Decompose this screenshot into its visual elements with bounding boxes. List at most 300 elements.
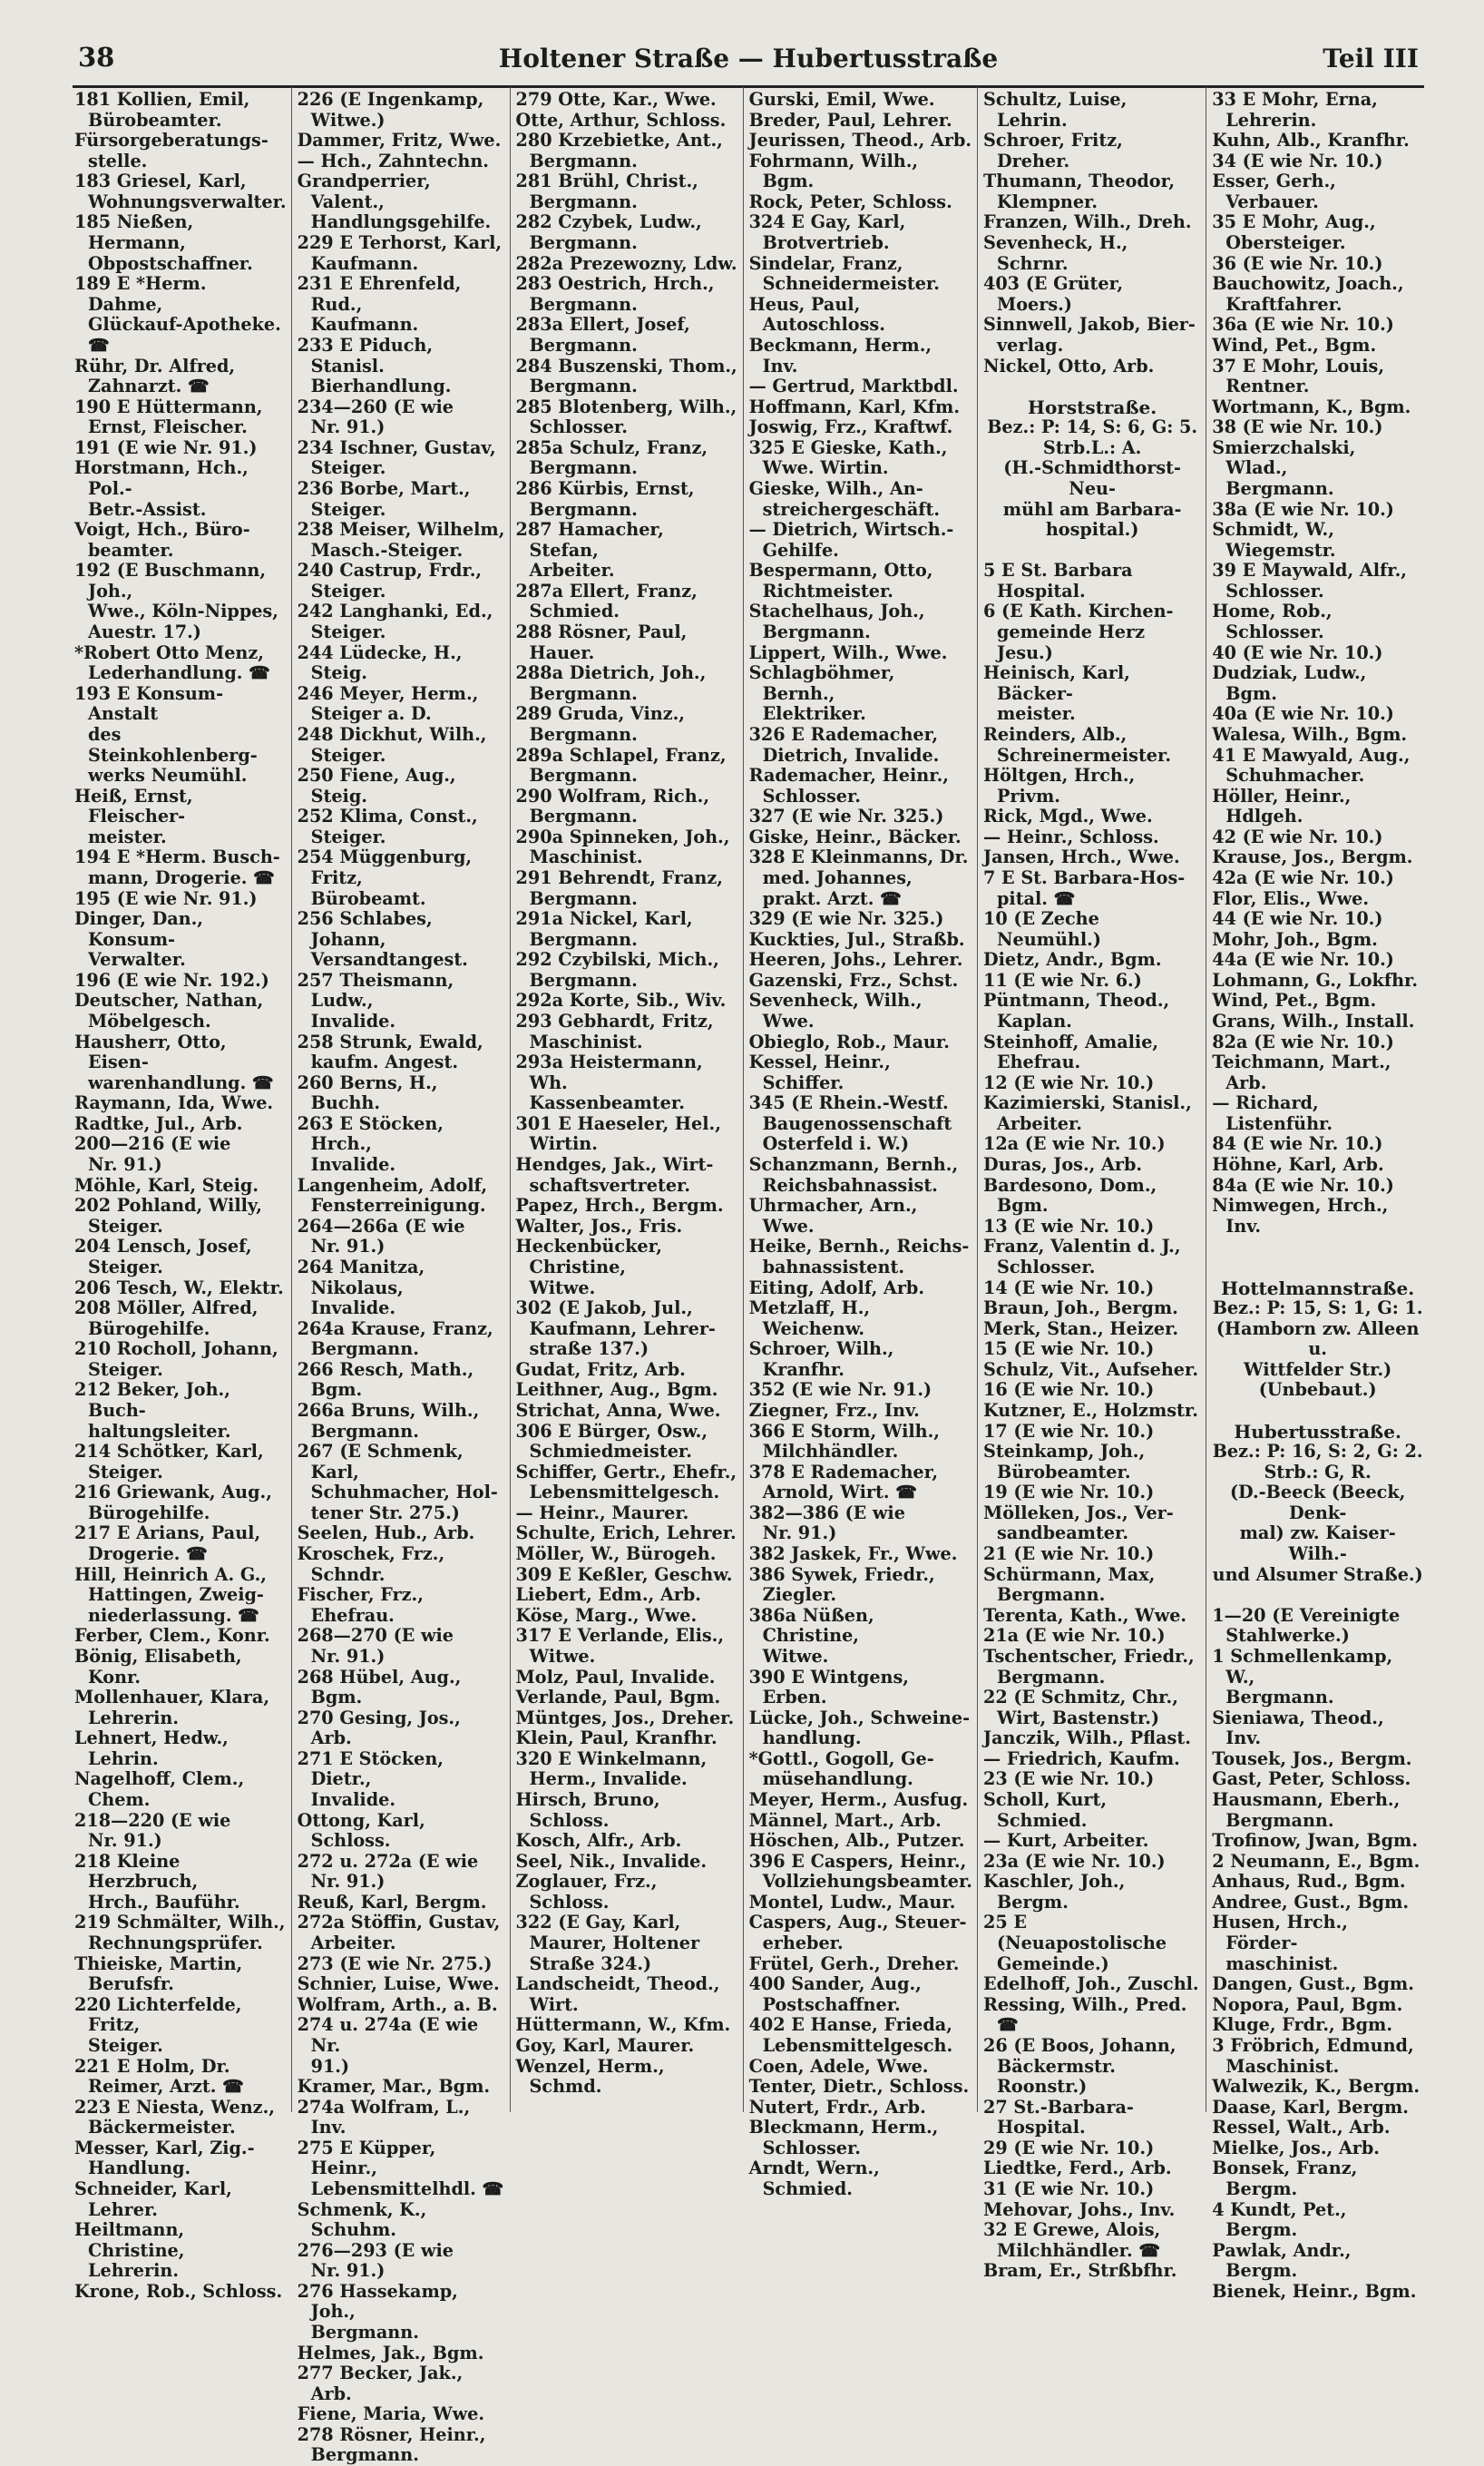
directory-entry: Heiß, Ernst, Fleischer- meister.: [74, 785, 193, 847]
directory-entry: 3 Fröbrich, Edmund, Maschinist.: [1212, 2034, 1414, 2077]
directory-entry: Reinders, Alb., Schreinermeister.: [982, 723, 1172, 766]
directory-entry: Sindelar, Franz, Schneidermeister.: [748, 252, 940, 295]
directory-entry: 275 E Küpper, Heinr., Lebensmittelhdl. ☎: [297, 2137, 504, 2199]
directory-entry: Wolfram, Arth., a. B.: [297, 1993, 498, 2015]
directory-entry: Hirsch, Bruno, Schloss.: [515, 1788, 660, 1831]
directory-entry: 266a Bruns, Wilh., Bergmann.: [297, 1400, 480, 1442]
street-heading: Hubertusstraße.: [1234, 1420, 1401, 1443]
directory-entry: Walwezik, K., Bergm.: [1212, 2076, 1421, 2098]
directory-entry: 329 (E wie Nr. 325.): [748, 908, 944, 930]
running-title: Holtener Straße — Hubertusstraße: [498, 44, 999, 73]
directory-entry: — Heinr., Maurer.: [515, 1502, 689, 1523]
spacer: [983, 541, 1201, 562]
directory-entry: — Richard, Listenführ.: [1212, 1092, 1333, 1134]
directory-entry: Kosch, Alfr., Arb.: [515, 1830, 682, 1852]
directory-entry: 36a (E wie Nr. 10.): [1212, 314, 1394, 336]
directory-entry: 32 E Grewe, Alois, Milchhändler. ☎: [982, 2219, 1161, 2261]
directory-entry: Papez, Hrch., Bergm.: [515, 1195, 724, 1217]
directory-entry: Fohrmann, Wilh., Bgm.: [748, 150, 919, 192]
directory-entry: (Hamborn zw. Alleen u. Wittfelder Str.): [1216, 1317, 1420, 1380]
directory-entry: Teichmann, Mart., Arb.: [1212, 1052, 1391, 1093]
directory-entry: 302 (E Jakob, Jul., Kaufmann, Lehrer- straße 137.): [515, 1297, 716, 1360]
directory-entry: Tenter, Dietr., Schloss.: [748, 2076, 970, 2098]
directory-entry: Kuckties, Jul., Straßb.: [748, 928, 965, 950]
directory-entry: Grandperrier, Valent., Handlungsgehilfe.: [297, 171, 492, 233]
directory-entry: Thumann, Theodor, Klempner.: [982, 171, 1175, 212]
directory-entry: Wortmann, K., Bgm.: [1212, 396, 1411, 417]
directory-entry: Bönig, Elisabeth, Konr.: [74, 1645, 242, 1688]
directory-entry: Sinnwell, Jakob, Bier- verlag.: [982, 314, 1196, 356]
directory-entry: Fürsorgeberatungs- stelle.: [74, 130, 268, 171]
directory-entry: Ressing, Wilh., Pred. ☎: [982, 1993, 1187, 2036]
directory-entry: Gieske, Wilh., An- streichergeschäft.: [748, 477, 941, 520]
directory-entry: Metzlaff, H., Weichenw.: [748, 1297, 871, 1339]
directory-entry: Anhaus, Rud., Bgm.: [1212, 1871, 1406, 1893]
directory-entry: Heckenbücker, Christine, Witwe.: [515, 1236, 662, 1298]
directory-entry: Dangen, Gust., Bgm.: [1212, 1973, 1414, 1995]
directory-entry: 264—266a (E wie Nr. 91.): [297, 1215, 465, 1257]
directory-entry: Langenheim, Adolf, Fensterreinigung.: [297, 1174, 488, 1217]
directory-entry: Sevenheck, Wilh., Wwe.: [748, 990, 923, 1032]
directory-entry: 292a Korte, Sib., Wiv.: [515, 990, 727, 1012]
directory-entry: 42a (E wie Nr. 10.): [1212, 866, 1394, 888]
directory-entry: 285a Schulz, Franz, Bergmann.: [515, 436, 708, 479]
directory-entry: Kutzner, E., Holzmstr.: [982, 1400, 1198, 1421]
directory-entry: Flor, Elis., Wwe.: [1212, 887, 1370, 909]
directory-entry: Liebert, Edm., Arb.: [515, 1584, 701, 1606]
directory-entry: 5 E St. Barbara Hospital.: [982, 560, 1133, 602]
directory-entry: 7 E St. Barbara-Hos- pital. ☎: [982, 866, 1186, 909]
directory-entry: Edelhoff, Joh., Zuschl.: [982, 1973, 1199, 1995]
directory-entry: 276—293 (E wie Nr. 91.): [297, 2239, 454, 2282]
directory-entry: Thieiske, Martin, Berufsfr.: [74, 1952, 243, 1995]
directory-entry: 190 E Hüttermann, Ernst, Fleischer.: [74, 396, 263, 438]
directory-column-1: [73, 87, 291, 2302]
directory-entry: Müntges, Jos., Dreher.: [515, 1707, 735, 1728]
directory-entry: Fischer, Frz., Ehefrau.: [297, 1584, 424, 1626]
directory-entry: 267 (E Schmenk, Karl, Schuhmacher, Hol- tener Str. 275.): [297, 1441, 498, 1523]
directory-entry: 39 E Maywald, Alfr., Schlosser.: [1212, 560, 1407, 602]
page-header: [73, 36, 1424, 88]
directory-entry: Pawlak, Andr., Bergm.: [1212, 2239, 1352, 2282]
directory-entry: 44a (E wie Nr. 10.): [1212, 949, 1394, 971]
directory-entry: 27 St.-Barbara-Hospital.: [982, 2096, 1134, 2138]
directory-entry: Kessel, Heinr., Schiffer.: [748, 1052, 891, 1093]
directory-entry: 38 (E wie Nr. 10.): [1212, 416, 1383, 438]
directory-entry: 234—260 (E wie Nr. 91.): [297, 396, 454, 438]
directory-entry: Rühr, Dr. Alfred, Zahnarzt. ☎: [74, 355, 236, 397]
directory-entry: Bardesono, Dom., Bgm.: [982, 1174, 1157, 1217]
directory-entry: 345 (E Rhein.-Westf. Baugenossenschaft Osterfeld i. W.): [748, 1092, 952, 1155]
directory-entry: 288a Dietrich, Joh., Bergmann.: [515, 662, 707, 704]
directory-entry: Mohr, Joh., Bgm.: [1212, 928, 1378, 950]
directory-entry: (H.-Schmidthorst-Neu- mühl am Barbara- hospital.): [1002, 457, 1182, 541]
directory-entry: 287a Ellert, Franz, Schmied.: [515, 580, 698, 622]
directory-entry: 226 (E Ingenkamp, Witwe.): [297, 89, 484, 131]
directory-entry: 14 (E wie Nr. 10.): [982, 1277, 1155, 1298]
directory-entry: 195 (E wie Nr. 91.): [74, 887, 258, 909]
directory-entry: Männel, Mart., Arb.: [748, 1809, 942, 1831]
directory-entry: 223 E Niesta, Wenz., Bäckermeister.: [74, 2096, 275, 2138]
directory-entry: 23 (E wie Nr. 10.): [982, 1768, 1155, 1790]
directory-entry: Nopora, Paul, Bgm.: [1212, 1993, 1403, 2015]
directory-entry: Kaschler, Joh., Bergm.: [982, 1871, 1126, 1913]
directory-entry: Trofinow, Jwan, Bgm.: [1212, 1830, 1419, 1852]
directory-entry: 274 u. 274a (E wie Nr. 91.): [297, 2014, 479, 2077]
directory-entry: 322 (E Gay, Karl, Maurer, Holtener Straße 324.): [515, 1912, 700, 1974]
directory-entry: 191 (E wie Nr. 91.): [74, 436, 258, 458]
spacer: [1212, 1237, 1423, 1257]
directory-entry: Heike, Bernh., Reichs- bahnassistent.: [748, 1236, 970, 1277]
directory-entry: 289a Schlapel, Franz, Bergmann.: [515, 744, 727, 787]
directory-entry: 12a (E wie Nr. 10.): [982, 1133, 1166, 1155]
directory-entry: Voigt, Hch., Büro- beamter.: [74, 519, 250, 561]
directory-entry: 400 Sander, Aug., Postschaffner.: [748, 1973, 922, 2015]
directory-entry: Bez.: P: 16, S: 2, G: 2. Strb.: G, R.: [1212, 1441, 1423, 1483]
directory-entry: 208 Möller, Alfred, Bürogehilfe.: [74, 1297, 259, 1339]
directory-entry: 221 E Holm, Dr. Reimer, Arzt. ☎: [74, 2055, 245, 2098]
directory-entry: Joswig, Frz., Kraftwf.: [748, 416, 953, 438]
directory-entry: 281 Brühl, Christ., Bergmann.: [515, 171, 698, 212]
spacer: [1212, 1257, 1423, 1278]
directory-entry: 326 E Rademacher, Dietrich, Invalide.: [748, 723, 940, 766]
directory-entry: 288 Rösner, Paul, Hauer.: [515, 621, 688, 663]
directory-entry: 292 Czybilski, Mich., Bergmann.: [515, 949, 719, 991]
directory-entry: Stachelhaus, Joh., Bergmann.: [748, 601, 925, 643]
directory-entry: 366 E Storm, Wilh., Milchhändler.: [748, 1420, 940, 1463]
directory-entry: Schulte, Erich, Lehrer.: [515, 1522, 737, 1544]
directory-entry: 17 (E wie Nr. 10.): [982, 1420, 1155, 1442]
directory-entry: 282 Czybek, Ludw., Bergmann.: [515, 211, 702, 254]
directory-entry: Scholl, Kurt, Schmied.: [982, 1788, 1108, 1831]
directory-entry: Schlagböhmer, Bernh., Elektriker.: [748, 662, 895, 725]
directory-entry: Gast, Peter, Schloss.: [1212, 1768, 1411, 1790]
directory-entry: Ferber, Clem., Konr.: [74, 1625, 270, 1647]
directory-entry: Molz, Paul, Invalide.: [515, 1666, 716, 1688]
directory-entry: 274a Wolfram, L., Inv.: [297, 2096, 471, 2138]
directory-entry: Messer, Karl, Zig.- Handlung.: [74, 2137, 255, 2179]
directory-entry: Nickel, Otto, Arb.: [982, 355, 1155, 377]
directory-entry: Radtke, Jul., Arb.: [74, 1112, 243, 1134]
directory-entry: Schmenk, K., Schuhm.: [297, 2198, 427, 2241]
directory-entry: Steinhoff, Amalie, Ehefrau.: [982, 1031, 1159, 1073]
directory-entry: Hausherr, Otto, Eisen- warenhandlung. ☎: [74, 1031, 274, 1093]
directory-entry: Mehovar, Johs., Inv.: [982, 2198, 1176, 2220]
directory-entry: 270 Gesing, Jos., Arb.: [297, 1707, 461, 1749]
directory-entry: 396 E Caspers, Heinr., Vollziehungsbeamter.: [748, 1850, 972, 1893]
directory-entry: Wenzel, Herm., Schmd.: [515, 2055, 665, 2098]
directory-entry: Ressel, Walt., Arb.: [1212, 2117, 1391, 2138]
directory-entry: 301 E Haeseler, Hel., Wirtin.: [515, 1112, 721, 1155]
directory-entry: 40a (E wie Nr. 10.): [1212, 703, 1394, 725]
directory-entry: Tschentscher, Friedr., Bergmann.: [982, 1645, 1195, 1688]
directory-entry: 273 (E wie Nr. 275.): [297, 1952, 493, 1974]
directory-entry: Hendges, Jak., Wirt- schaftsvertreter.: [515, 1154, 714, 1196]
directory-entry: 291 Behrendt, Franz, Bergmann.: [515, 866, 723, 909]
directory-entry: 402 E Hanse, Frieda, Lebensmittelgesch.: [748, 2014, 953, 2056]
directory-entry: 229 E Terhorst, Karl, Kaufmann.: [297, 232, 503, 274]
directory-entry: 268—270 (E wie Nr. 91.): [297, 1625, 454, 1667]
directory-column-6: [1206, 87, 1428, 2302]
directory-entry: Duras, Jos., Arb.: [982, 1154, 1143, 1176]
directory-entry: Steinkamp, Joh., Bürobeamter.: [982, 1441, 1146, 1483]
directory-entry: 6 (E Kath. Kirchen- gemeinde Herz Jesu.): [982, 601, 1174, 663]
directory-entry: 289 Gruda, Vinz., Bergmann.: [515, 703, 685, 745]
directory-entry: 15 (E wie Nr. 10.): [982, 1338, 1155, 1360]
directory-entry: Rademacher, Heinr., Schlosser.: [748, 765, 949, 807]
directory-entry: 293a Heistermann, Wh. Kassenbeamter.: [515, 1052, 703, 1114]
directory-entry: 390 E Wintgens, Erben.: [748, 1666, 909, 1708]
directory-entry: 278 Rösner, Heinr., Bergmann.: [297, 2423, 486, 2466]
directory-entry: 254 Müggenburg, Fritz, Bürobeamt.: [297, 846, 473, 909]
directory-entry: 382 Jaskek, Fr., Wwe.: [748, 1543, 958, 1565]
spacer: [1212, 1585, 1423, 1606]
directory-entry: Kazimierski, Stanisl., Arbeiter.: [982, 1092, 1192, 1134]
directory-entry: Lehnert, Hedw., Lehrin.: [74, 1727, 229, 1769]
directory-entry: 2 Neumann, E., Bgm.: [1212, 1850, 1421, 1872]
directory-entry: 23a (E wie Nr. 10.): [982, 1850, 1166, 1872]
directory-entry: Schanzmann, Bernh., Reichsbahnassist.: [748, 1154, 959, 1196]
directory-entry: 21 (E wie Nr. 10.): [982, 1543, 1155, 1565]
directory-entry: Sevenheck, H., Schrnr.: [982, 232, 1128, 274]
directory-entry: 256 Schlabes, Johann, Versandtangest.: [297, 908, 468, 971]
directory-entry: Meyer, Herm., Ausfug.: [748, 1788, 969, 1810]
directory-entry: 283a Ellert, Josef, Bergmann.: [515, 314, 690, 356]
directory-entry: Montel, Ludw., Maur.: [748, 1891, 956, 1913]
directory-entry: Obieglo, Rob., Maur.: [748, 1031, 950, 1052]
directory-entry: Seelen, Hub., Arb.: [297, 1522, 475, 1544]
directory-entry: Bonsek, Franz, Bergm.: [1212, 2158, 1358, 2199]
directory-entry: Wind, Pet., Bgm.: [1212, 334, 1377, 356]
directory-entry: 194 E *Herm. Busch- mann, Drogerie. ☎: [74, 846, 280, 888]
directory-entry: Schultz, Luise, Lehrin.: [982, 89, 1128, 131]
directory-entry: 290a Spinneken, Joh., Maschinist.: [515, 826, 730, 868]
directory-entry: 280 Krzebietke, Ant., Bergmann.: [515, 130, 723, 171]
directory-entry: 352 (E wie Nr. 91.): [748, 1379, 932, 1401]
directory-entry: Lippert, Wilh., Wwe.: [748, 641, 948, 663]
directory-entry: Horstmann, Hch., Pol.- Betr.-Assist.: [74, 457, 249, 520]
spacer: [983, 377, 1201, 397]
directory-entry: 236 Borbe, Mart., Steiger.: [297, 477, 471, 520]
directory-entry: Smierzchalski, Wlad., Bergmann.: [1212, 436, 1356, 499]
directory-entry: 192 (E Buschmann, Joh., Wwe., Köln-Nippes, Auestr. 17.): [74, 560, 278, 643]
directory-entry: Otte, Arthur, Schloss.: [515, 109, 727, 131]
directory-entry: Gurski, Emil, Wwe.: [748, 89, 935, 110]
directory-entry: Püntmann, Theod., Kaplan.: [982, 990, 1170, 1032]
directory-entry: 219 Schmälter, Wilh., Rechnungsprüfer.: [74, 1912, 286, 1954]
directory-entry: 250 Fiene, Aug., Steig.: [297, 765, 456, 807]
directory-entry: 246 Meyer, Herm., Steiger a. D.: [297, 682, 479, 725]
directory-entry: Wind, Pet., Bgm.: [1212, 990, 1377, 1012]
directory-entry: 40 (E wie Nr. 10.): [1212, 641, 1383, 663]
directory-entry: 11 (E wie Nr. 6.): [982, 969, 1142, 991]
directory-entry: 212 Beker, Joh., Buch- haltungsleiter.: [74, 1379, 231, 1442]
directory-entry: Bleckmann, Herm., Schlosser.: [748, 2117, 939, 2158]
directory-entry: — Friedrich, Kaufm.: [982, 1747, 1180, 1769]
directory-entry: 240 Castrup, Frdr., Steiger.: [297, 560, 483, 602]
directory-entry: 324 E Gay, Karl, Brotvertrieb.: [748, 211, 906, 254]
directory-entry: Nutert, Frdr., Arb.: [748, 2096, 926, 2118]
directory-entry: Rick, Mgd., Wwe.: [982, 806, 1153, 827]
directory-entry: Seel, Nik., Invalide.: [515, 1850, 708, 1872]
directory-entry: Jeurissen, Theod., Arb.: [748, 130, 972, 152]
directory-entry: 271 E Stöcken, Dietr., Invalide.: [297, 1747, 444, 1810]
directory-entry: Franzen, Wilh., Dreh.: [982, 211, 1192, 233]
directory-entry: 260 Berns, H., Buchh.: [297, 1072, 438, 1114]
directory-entry: 218—220 (E wie Nr. 91.): [74, 1809, 231, 1852]
directory-entry: Heinisch, Karl, Bäcker- meister.: [982, 662, 1130, 725]
directory-entry: — Heinr., Schloss.: [982, 826, 1159, 847]
directory-entry: Lohmann, G., Lokfhr.: [1212, 969, 1419, 991]
directory-entry: Klein, Paul, Kranfhr.: [515, 1727, 718, 1749]
directory-entry: Hill, Heinrich A. G., Hattingen, Zweig- niederlassung. ☎: [74, 1563, 267, 1626]
directory-entry: Schroer, Wilh., Kranfhr.: [748, 1338, 894, 1380]
directory-entry: Lücke, Joh., Schweine- handlung.: [748, 1707, 971, 1749]
directory-entry: 382—386 (E wie Nr. 91.): [748, 1502, 905, 1544]
directory-entry: 37 E Mohr, Louis, Rentner.: [1212, 355, 1385, 397]
directory-entry: 196 (E wie Nr. 192.): [74, 969, 269, 991]
directory-entry: 31 (E wie Nr. 10.): [982, 2177, 1155, 2199]
directory-entry: Home, Rob., Schlosser.: [1212, 601, 1333, 643]
directory-entry: 327 (E wie Nr. 325.): [748, 806, 944, 827]
directory-entry: 214 Schötker, Karl, Steiger.: [74, 1441, 264, 1483]
directory-entry: Uhrmacher, Arn., Wwe.: [748, 1195, 918, 1237]
directory-entry: 276 Hassekamp, Joh., Bergmann.: [297, 2280, 458, 2344]
directory-entry: 403 (E Grüter, Moers.): [982, 273, 1124, 315]
directory-entry: 29 (E wie Nr. 10.): [982, 2137, 1155, 2158]
directory-entry: Rock, Peter, Schloss.: [748, 191, 952, 212]
directory-entry: *Robert Otto Menz, Lederhandlung. ☎: [74, 641, 271, 684]
directory-entry: Krone, Rob., Schloss.: [74, 2280, 283, 2302]
street-heading: Hottelmannstraße.: [1221, 1277, 1415, 1299]
directory-entry: 258 Strunk, Ewald, kaufm. Angest.: [297, 1031, 483, 1073]
directory-entry: 12 (E wie Nr. 10.): [982, 1072, 1155, 1093]
directory-entry: Andree, Gust., Bgm.: [1212, 1891, 1410, 1913]
directory-entry: 33 E Mohr, Erna, Lehrerin.: [1212, 89, 1378, 131]
directory-entry: Breder, Paul, Lehrer.: [748, 109, 952, 131]
directory-entry: Nagelhoff, Clem., Chem.: [74, 1768, 245, 1810]
directory-entry: Zoglauer, Frz., Schloss.: [515, 1871, 658, 1913]
directory-entry: 26 (E Boos, Johann, Bäckermstr. Roonstr.): [982, 2034, 1176, 2098]
directory-entry: Schiffer, Gertr., Ehefr., Lebensmittelgesch.: [515, 1461, 737, 1503]
directory-entry: 84a (E wie Nr. 10.): [1212, 1174, 1394, 1196]
directory-entry: Caspers, Aug., Steuer- erheber.: [748, 1912, 967, 1954]
directory-column-3: [510, 87, 743, 2112]
directory-entry: 306 E Bürger, Osw., Schmiedmeister.: [515, 1420, 708, 1463]
directory-entry: *Gottl., Gogoll, Ge- müsehandlung.: [748, 1747, 934, 1790]
directory-entry: 206 Tesch, W., Elektr.: [74, 1277, 284, 1298]
directory-entry: 13 (E wie Nr. 10.): [982, 1215, 1155, 1237]
directory-entry: Husen, Hrch., Förder- maschinist.: [1212, 1912, 1348, 1974]
directory-entry: 202 Pohland, Willy, Steiger.: [74, 1195, 262, 1237]
directory-entry: Schneider, Karl, Lehrer.: [74, 2177, 232, 2220]
directory-entry: 216 Griewank, Aug., Bürogehilfe.: [74, 1482, 272, 1523]
directory-entry: 293 Gebhardt, Fritz, Maschinist.: [515, 1011, 714, 1052]
directory-entry: 266 Resch, Math., Bgm.: [297, 1358, 474, 1401]
directory-entry: Helmes, Jak., Bgm.: [297, 2342, 484, 2363]
directory-entry: 183 Griesel, Karl, Wohnungsverwalter.: [74, 171, 287, 212]
directory-entry: 204 Lensch, Josef, Steiger.: [74, 1236, 252, 1277]
directory-entry: Heus, Paul, Autoschloss.: [748, 293, 885, 336]
directory-entry: Goy, Karl, Maurer.: [515, 2034, 695, 2056]
spacer: [1212, 1401, 1423, 1422]
directory-column-2: [291, 87, 510, 2466]
directory-entry: Tousek, Jos., Bergm.: [1212, 1747, 1412, 1769]
directory-entry: 22 (E Schmitz, Chr., Wirt, Bastenstr.): [982, 1687, 1178, 1728]
directory-entry: — Kurt, Arbeiter.: [982, 1830, 1149, 1852]
directory-entry: 248 Dickhut, Wilh., Steiger.: [297, 723, 487, 766]
directory-entry: Ottong, Karl, Schloss.: [297, 1809, 425, 1852]
directory-entry: Braun, Joh., Bergm.: [982, 1297, 1178, 1319]
directory-entry: Terenta, Kath., Wwe.: [982, 1604, 1187, 1626]
directory-entry: Beckmann, Herm., Inv.: [748, 334, 932, 377]
directory-entry: Liedtke, Ferd., Arb.: [982, 2158, 1172, 2179]
directory-entry: 1—20 (E Vereinigte Stahlwerke.): [1212, 1604, 1401, 1647]
directory-entry: 44 (E wie Nr. 10.): [1212, 908, 1383, 930]
directory-entry: 1 Schmellenkamp, W., Bergmann.: [1212, 1645, 1393, 1708]
directory-entry: 283 Oestrich, Hrch., Bergmann.: [515, 273, 715, 315]
directory-entry: 282a Prezewozny, Ldw.: [515, 252, 737, 274]
directory-entry: Schmidt, W., Wiegemstr.: [1212, 519, 1336, 561]
directory-entry: Gazenski, Frz., Schst.: [748, 969, 959, 991]
directory-entry: 242 Langhanki, Ed., Steiger.: [297, 601, 493, 643]
directory-entry: — Dietrich, Wirtsch.- Gehilfe.: [748, 519, 954, 561]
directory-entry: 386a Nüßen, Christine, Witwe.: [748, 1604, 874, 1667]
directory-entry: 257 Theismann, Ludw., Invalide.: [297, 969, 454, 1032]
directory-entry: Höschen, Alb., Putzer.: [748, 1830, 965, 1852]
directory-entry: 38a (E wie Nr. 10.): [1212, 498, 1394, 520]
directory-entry: 200—216 (E wie Nr. 91.): [74, 1133, 231, 1176]
directory-entry: 10 (E Zeche Neumühl.): [982, 908, 1101, 950]
directory-entry: 84 (E wie Nr. 10.): [1212, 1133, 1383, 1155]
directory-entry: Hausmann, Eberh., Bergmann.: [1212, 1788, 1401, 1831]
directory-entry: Merk, Stan., Heizer.: [982, 1317, 1179, 1339]
directory-entry: 231 E Ehrenfeld, Rud., Kaufmann.: [297, 273, 462, 336]
directory-entry: Bauchowitz, Joach., Kraftfahrer.: [1212, 273, 1404, 315]
directory-entry: — Gertrud, Marktbdl.: [748, 376, 959, 397]
directory-entry: 16 (E wie Nr. 10.): [982, 1379, 1155, 1401]
directory-entry: Landscheidt, Theod., Wirt.: [515, 1973, 720, 2015]
directory-entry: 320 E Winkelmann, Herm., Invalide.: [515, 1747, 708, 1790]
directory-entry: Hoffmann, Karl, Kfm.: [748, 396, 961, 417]
directory-entry: 287 Hamacher, Stefan, Arbeiter.: [515, 519, 664, 582]
directory-entry: Heeren, Johs., Lehrer.: [748, 949, 963, 971]
directory-entry: 244 Lüdecke, H., Steig.: [297, 641, 463, 684]
directory-entry: 41 E Mawyald, Aug., Schuhmacher.: [1212, 744, 1411, 787]
directory-entry: Gudat, Fritz, Arb.: [515, 1358, 686, 1380]
directory-entry: 378 E Rademacher, Arnold, Wirt. ☎: [748, 1461, 939, 1503]
directory-entry: Dietz, Andr., Bgm.: [982, 949, 1162, 971]
directory-entry: 286 Kürbis, Ernst, Bergmann.: [515, 477, 695, 520]
directory-entry: 4 Kundt, Pet., Bergm.: [1212, 2198, 1347, 2241]
directory-entry: 291a Nickel, Karl, Bergmann.: [515, 908, 693, 950]
directory-entry: Raymann, Ida, Wwe.: [74, 1092, 274, 1114]
directory-entry: 185 Nießen, Hermann, Obpostschaffner.: [74, 211, 253, 274]
directory-entry: 34 (E wie Nr. 10.): [1212, 150, 1383, 171]
directory-entry: 21a (E wie Nr. 10.): [982, 1625, 1166, 1647]
directory-entry: Dudziak, Ludw., Bgm.: [1212, 662, 1367, 704]
directory-entry: — Hch., Zahntechn.: [297, 150, 489, 171]
directory-entry: Schroer, Fritz, Dreher.: [982, 130, 1123, 171]
directory-entry: Bespermann, Otto, Richtmeister.: [748, 560, 933, 602]
directory-entry: 233 E Piduch, Stanisl. Bierhandlung.: [297, 334, 452, 397]
directory-entry: Daase, Karl, Bergm.: [1212, 2096, 1409, 2118]
directory-entry: Walter, Jos., Fris.: [515, 1215, 683, 1237]
directory-entry: Mölleken, Jos., Ver- sandbeamter.: [982, 1502, 1174, 1544]
directory-entry: Dinger, Dan., Konsum- Verwalter.: [74, 908, 203, 971]
directory-entry: 189 E *Herm. Dahme, Glückauf-Apotheke. ☎: [74, 273, 281, 356]
directory-entry: 217 E Arians, Paul, Drogerie. ☎: [74, 1522, 261, 1565]
